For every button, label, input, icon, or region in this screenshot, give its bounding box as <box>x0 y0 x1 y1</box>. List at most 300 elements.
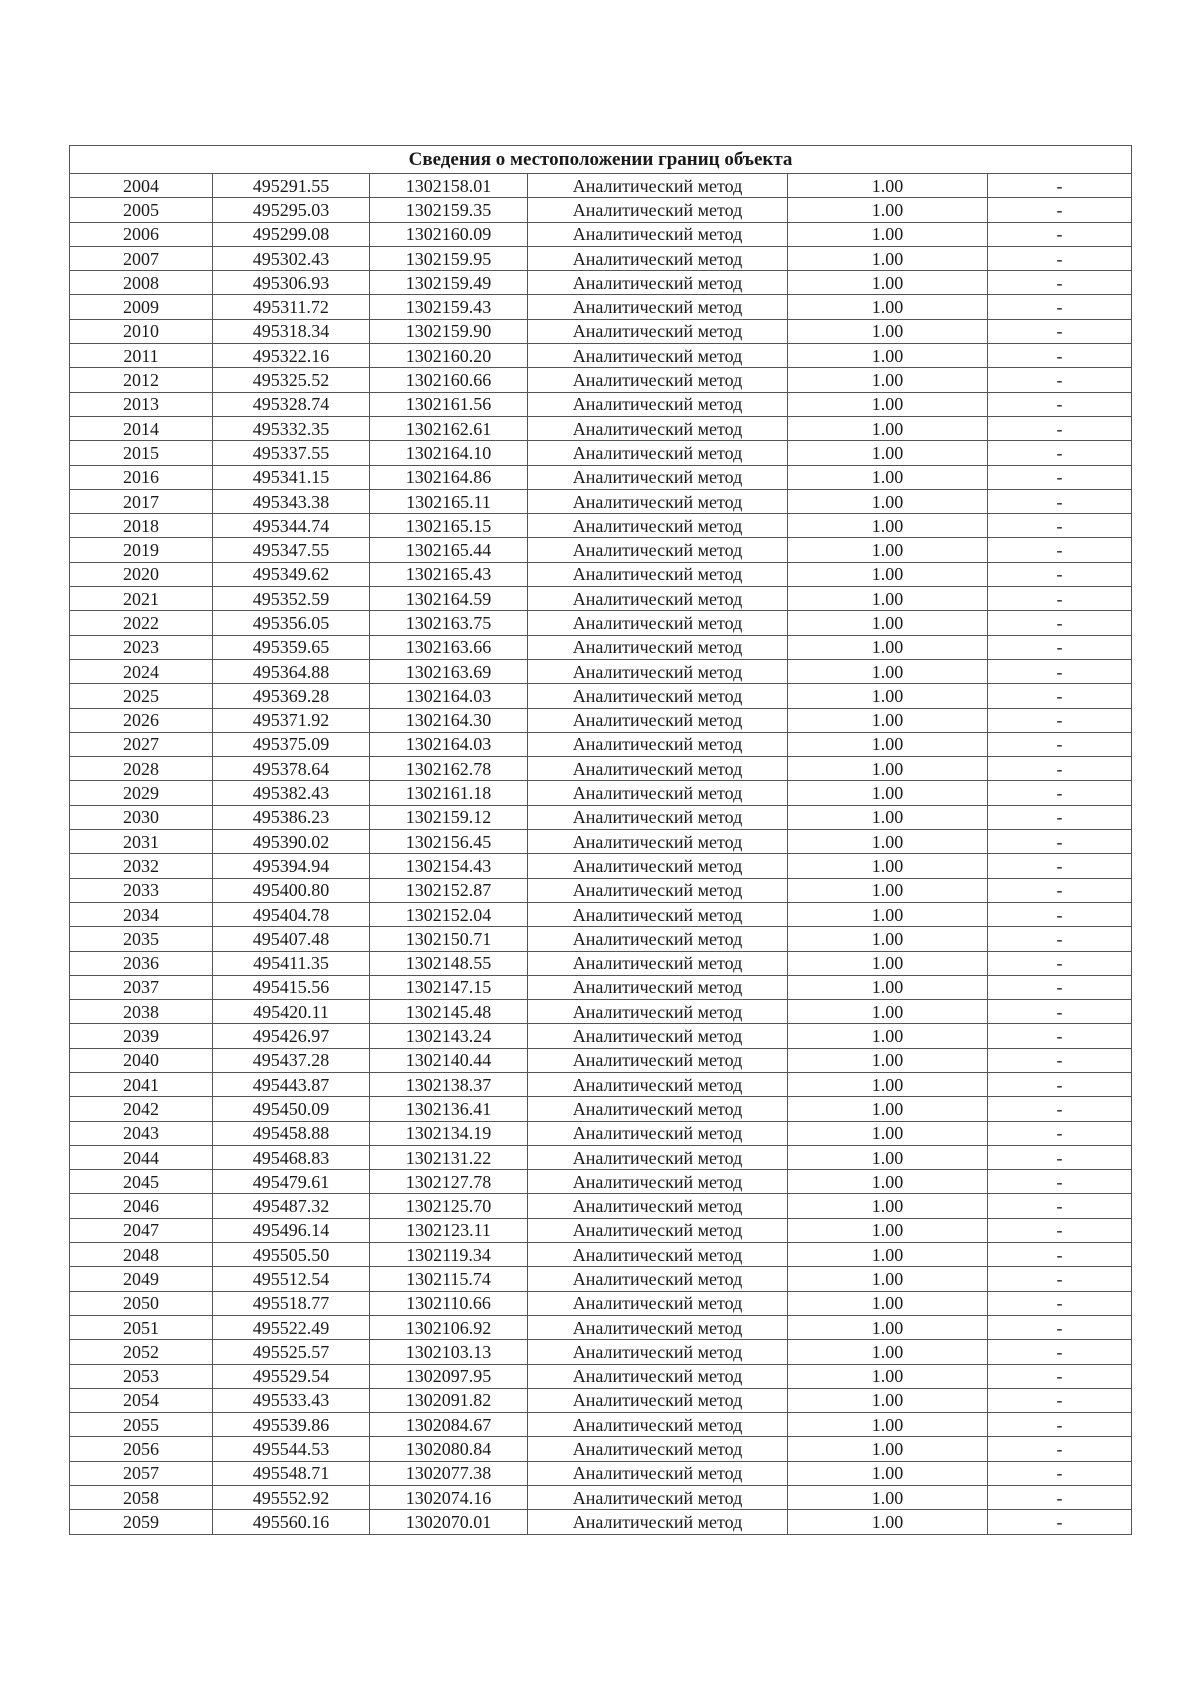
accuracy-cell: 1.00 <box>788 878 988 902</box>
description-cell: - <box>988 368 1132 392</box>
table-row <box>70 514 1132 538</box>
boundary-coordinates-table <box>69 145 1132 1535</box>
accuracy-cell: 1.00 <box>788 805 988 829</box>
x-coordinate-cell: 495407.48 <box>213 927 370 951</box>
x-coordinate-cell: 495318.34 <box>213 319 370 343</box>
x-coordinate-cell: 495411.35 <box>213 951 370 975</box>
x-coordinate-cell: 495349.62 <box>213 562 370 586</box>
method-cell: Аналитический метод <box>528 1243 788 1267</box>
x-coordinate-cell: 495548.71 <box>213 1461 370 1485</box>
x-coordinate-cell: 495378.64 <box>213 757 370 781</box>
x-coordinate-cell: 495302.43 <box>213 246 370 270</box>
method-cell: Аналитический метод <box>528 1437 788 1461</box>
table-row <box>70 1000 1132 1024</box>
method-cell: Аналитический метод <box>528 830 788 854</box>
table-row <box>70 416 1132 440</box>
description-cell: - <box>988 684 1132 708</box>
method-cell: Аналитический метод <box>528 1024 788 1048</box>
x-coordinate-cell: 495415.56 <box>213 975 370 999</box>
x-coordinate-cell: 495352.59 <box>213 587 370 611</box>
description-cell: - <box>988 344 1132 368</box>
method-cell: Аналитический метод <box>528 198 788 222</box>
x-coordinate-cell: 495518.77 <box>213 1291 370 1315</box>
accuracy-cell: 1.00 <box>788 1170 988 1194</box>
description-cell: - <box>988 902 1132 926</box>
method-cell: Аналитический метод <box>528 1486 788 1510</box>
method-cell: Аналитический метод <box>528 1218 788 1242</box>
y-coordinate-cell: 1302159.95 <box>370 246 528 270</box>
method-cell: Аналитический метод <box>528 1510 788 1534</box>
point-number-cell: 2007 <box>70 246 213 270</box>
description-cell: - <box>988 611 1132 635</box>
accuracy-cell: 1.00 <box>788 1267 988 1291</box>
point-number-cell: 2028 <box>70 757 213 781</box>
point-number-cell: 2031 <box>70 830 213 854</box>
description-cell: - <box>988 1072 1132 1096</box>
description-cell: - <box>988 514 1132 538</box>
x-coordinate-cell: 495443.87 <box>213 1072 370 1096</box>
point-number-cell: 2006 <box>70 222 213 246</box>
y-coordinate-cell: 1302140.44 <box>370 1048 528 1072</box>
x-coordinate-cell: 495420.11 <box>213 1000 370 1024</box>
method-cell: Аналитический метод <box>528 368 788 392</box>
point-number-cell: 2042 <box>70 1097 213 1121</box>
table-row <box>70 368 1132 392</box>
method-cell: Аналитический метод <box>528 489 788 513</box>
table-row <box>70 1388 1132 1412</box>
accuracy-cell: 1.00 <box>788 1145 988 1169</box>
method-cell: Аналитический метод <box>528 1121 788 1145</box>
x-coordinate-cell: 495364.88 <box>213 659 370 683</box>
point-number-cell: 2008 <box>70 271 213 295</box>
point-number-cell: 2016 <box>70 465 213 489</box>
accuracy-cell: 1.00 <box>788 1340 988 1364</box>
method-cell: Аналитический метод <box>528 732 788 756</box>
table-row <box>70 635 1132 659</box>
x-coordinate-cell: 495386.23 <box>213 805 370 829</box>
table-row <box>70 902 1132 926</box>
accuracy-cell: 1.00 <box>788 271 988 295</box>
point-number-cell: 2056 <box>70 1437 213 1461</box>
accuracy-cell: 1.00 <box>788 465 988 489</box>
method-cell: Аналитический метод <box>528 1267 788 1291</box>
point-number-cell: 2029 <box>70 781 213 805</box>
point-number-cell: 2015 <box>70 441 213 465</box>
table-row <box>70 1267 1132 1291</box>
x-coordinate-cell: 495505.50 <box>213 1243 370 1267</box>
accuracy-cell: 1.00 <box>788 344 988 368</box>
y-coordinate-cell: 1302165.44 <box>370 538 528 562</box>
description-cell: - <box>988 708 1132 732</box>
table-row <box>70 781 1132 805</box>
table-row <box>70 1097 1132 1121</box>
method-cell: Аналитический метод <box>528 878 788 902</box>
table-row <box>70 246 1132 270</box>
y-coordinate-cell: 1302115.74 <box>370 1267 528 1291</box>
method-cell: Аналитический метод <box>528 902 788 926</box>
description-cell: - <box>988 1413 1132 1437</box>
table-row <box>70 222 1132 246</box>
x-coordinate-cell: 495343.38 <box>213 489 370 513</box>
method-cell: Аналитический метод <box>528 295 788 319</box>
y-coordinate-cell: 1302158.01 <box>370 174 528 198</box>
accuracy-cell: 1.00 <box>788 635 988 659</box>
x-coordinate-cell: 495533.43 <box>213 1388 370 1412</box>
method-cell: Аналитический метод <box>528 975 788 999</box>
point-number-cell: 2047 <box>70 1218 213 1242</box>
point-number-cell: 2022 <box>70 611 213 635</box>
y-coordinate-cell: 1302123.11 <box>370 1218 528 1242</box>
method-cell: Аналитический метод <box>528 927 788 951</box>
point-number-cell: 2034 <box>70 902 213 926</box>
table-row <box>70 659 1132 683</box>
table-row <box>70 1243 1132 1267</box>
y-coordinate-cell: 1302080.84 <box>370 1437 528 1461</box>
accuracy-cell: 1.00 <box>788 319 988 343</box>
x-coordinate-cell: 495322.16 <box>213 344 370 368</box>
description-cell: - <box>988 1291 1132 1315</box>
point-number-cell: 2030 <box>70 805 213 829</box>
method-cell: Аналитический метод <box>528 1072 788 1096</box>
accuracy-cell: 1.00 <box>788 1000 988 1024</box>
method-cell: Аналитический метод <box>528 1461 788 1485</box>
table-row <box>70 878 1132 902</box>
table-title: Сведения о местоположении границ объекта <box>70 146 1132 174</box>
accuracy-cell: 1.00 <box>788 587 988 611</box>
point-number-cell: 2058 <box>70 1486 213 1510</box>
description-cell: - <box>988 781 1132 805</box>
description-cell: - <box>988 465 1132 489</box>
y-coordinate-cell: 1302163.66 <box>370 635 528 659</box>
point-number-cell: 2021 <box>70 587 213 611</box>
x-coordinate-cell: 495496.14 <box>213 1218 370 1242</box>
point-number-cell: 2010 <box>70 319 213 343</box>
description-cell: - <box>988 295 1132 319</box>
y-coordinate-cell: 1302070.01 <box>370 1510 528 1534</box>
y-coordinate-cell: 1302164.30 <box>370 708 528 732</box>
description-cell: - <box>988 416 1132 440</box>
method-cell: Аналитический метод <box>528 392 788 416</box>
document-page <box>69 145 1131 1535</box>
point-number-cell: 2027 <box>70 732 213 756</box>
description-cell: - <box>988 319 1132 343</box>
accuracy-cell: 1.00 <box>788 927 988 951</box>
x-coordinate-cell: 495306.93 <box>213 271 370 295</box>
point-number-cell: 2024 <box>70 659 213 683</box>
description-cell: - <box>988 1486 1132 1510</box>
point-number-cell: 2038 <box>70 1000 213 1024</box>
description-cell: - <box>988 1461 1132 1485</box>
description-cell: - <box>988 1243 1132 1267</box>
accuracy-cell: 1.00 <box>788 489 988 513</box>
description-cell: - <box>988 1315 1132 1339</box>
point-number-cell: 2057 <box>70 1461 213 1485</box>
description-cell: - <box>988 538 1132 562</box>
description-cell: - <box>988 587 1132 611</box>
description-cell: - <box>988 659 1132 683</box>
y-coordinate-cell: 1302164.03 <box>370 732 528 756</box>
y-coordinate-cell: 1302160.20 <box>370 344 528 368</box>
accuracy-cell: 1.00 <box>788 659 988 683</box>
table-row <box>70 1510 1132 1534</box>
accuracy-cell: 1.00 <box>788 538 988 562</box>
description-cell: - <box>988 1194 1132 1218</box>
description-cell: - <box>988 1170 1132 1194</box>
point-number-cell: 2013 <box>70 392 213 416</box>
table-row <box>70 344 1132 368</box>
method-cell: Аналитический метод <box>528 611 788 635</box>
method-cell: Аналитический метод <box>528 271 788 295</box>
y-coordinate-cell: 1302154.43 <box>370 854 528 878</box>
accuracy-cell: 1.00 <box>788 1243 988 1267</box>
accuracy-cell: 1.00 <box>788 295 988 319</box>
description-cell: - <box>988 1510 1132 1534</box>
accuracy-cell: 1.00 <box>788 1072 988 1096</box>
method-cell: Аналитический метод <box>528 319 788 343</box>
x-coordinate-cell: 495369.28 <box>213 684 370 708</box>
method-cell: Аналитический метод <box>528 344 788 368</box>
y-coordinate-cell: 1302165.15 <box>370 514 528 538</box>
x-coordinate-cell: 495299.08 <box>213 222 370 246</box>
accuracy-cell: 1.00 <box>788 246 988 270</box>
point-number-cell: 2004 <box>70 174 213 198</box>
accuracy-cell: 1.00 <box>788 174 988 198</box>
accuracy-cell: 1.00 <box>788 1024 988 1048</box>
x-coordinate-cell: 495356.05 <box>213 611 370 635</box>
description-cell: - <box>988 1340 1132 1364</box>
x-coordinate-cell: 495487.32 <box>213 1194 370 1218</box>
table-row <box>70 538 1132 562</box>
y-coordinate-cell: 1302091.82 <box>370 1388 528 1412</box>
table-row <box>70 1121 1132 1145</box>
y-coordinate-cell: 1302164.86 <box>370 465 528 489</box>
y-coordinate-cell: 1302152.87 <box>370 878 528 902</box>
description-cell: - <box>988 271 1132 295</box>
accuracy-cell: 1.00 <box>788 1121 988 1145</box>
table-row <box>70 319 1132 343</box>
point-number-cell: 2019 <box>70 538 213 562</box>
description-cell: - <box>988 951 1132 975</box>
y-coordinate-cell: 1302165.11 <box>370 489 528 513</box>
x-coordinate-cell: 495400.80 <box>213 878 370 902</box>
point-number-cell: 2025 <box>70 684 213 708</box>
point-number-cell: 2044 <box>70 1145 213 1169</box>
y-coordinate-cell: 1302077.38 <box>370 1461 528 1485</box>
point-number-cell: 2036 <box>70 951 213 975</box>
accuracy-cell: 1.00 <box>788 684 988 708</box>
description-cell: - <box>988 174 1132 198</box>
y-coordinate-cell: 1302106.92 <box>370 1315 528 1339</box>
description-cell: - <box>988 198 1132 222</box>
x-coordinate-cell: 495426.97 <box>213 1024 370 1048</box>
description-cell: - <box>988 927 1132 951</box>
x-coordinate-cell: 495325.52 <box>213 368 370 392</box>
y-coordinate-cell: 1302160.09 <box>370 222 528 246</box>
table-row <box>70 611 1132 635</box>
method-cell: Аналитический метод <box>528 1194 788 1218</box>
y-coordinate-cell: 1302160.66 <box>370 368 528 392</box>
point-number-cell: 2023 <box>70 635 213 659</box>
y-coordinate-cell: 1302161.18 <box>370 781 528 805</box>
x-coordinate-cell: 495529.54 <box>213 1364 370 1388</box>
description-cell: - <box>988 635 1132 659</box>
x-coordinate-cell: 495332.35 <box>213 416 370 440</box>
y-coordinate-cell: 1302163.69 <box>370 659 528 683</box>
accuracy-cell: 1.00 <box>788 951 988 975</box>
y-coordinate-cell: 1302159.49 <box>370 271 528 295</box>
point-number-cell: 2053 <box>70 1364 213 1388</box>
method-cell: Аналитический метод <box>528 1291 788 1315</box>
point-number-cell: 2012 <box>70 368 213 392</box>
description-cell: - <box>988 805 1132 829</box>
method-cell: Аналитический метод <box>528 659 788 683</box>
table-row <box>70 1315 1132 1339</box>
table-row <box>70 1364 1132 1388</box>
method-cell: Аналитический метод <box>528 1048 788 1072</box>
description-cell: - <box>988 1267 1132 1291</box>
point-number-cell: 2049 <box>70 1267 213 1291</box>
y-coordinate-cell: 1302159.43 <box>370 295 528 319</box>
accuracy-cell: 1.00 <box>788 1291 988 1315</box>
description-cell: - <box>988 1145 1132 1169</box>
accuracy-cell: 1.00 <box>788 1315 988 1339</box>
x-coordinate-cell: 495552.92 <box>213 1486 370 1510</box>
accuracy-cell: 1.00 <box>788 830 988 854</box>
x-coordinate-cell: 495458.88 <box>213 1121 370 1145</box>
point-number-cell: 2011 <box>70 344 213 368</box>
x-coordinate-cell: 495560.16 <box>213 1510 370 1534</box>
accuracy-cell: 1.00 <box>788 392 988 416</box>
table-row <box>70 1170 1132 1194</box>
point-number-cell: 2037 <box>70 975 213 999</box>
accuracy-cell: 1.00 <box>788 611 988 635</box>
method-cell: Аналитический метод <box>528 708 788 732</box>
accuracy-cell: 1.00 <box>788 1048 988 1072</box>
table-row <box>70 174 1132 198</box>
point-number-cell: 2052 <box>70 1340 213 1364</box>
accuracy-cell: 1.00 <box>788 781 988 805</box>
method-cell: Аналитический метод <box>528 246 788 270</box>
accuracy-cell: 1.00 <box>788 1194 988 1218</box>
y-coordinate-cell: 1302103.13 <box>370 1340 528 1364</box>
table-row <box>70 805 1132 829</box>
accuracy-cell: 1.00 <box>788 1486 988 1510</box>
point-number-cell: 2054 <box>70 1388 213 1412</box>
y-coordinate-cell: 1302161.56 <box>370 392 528 416</box>
method-cell: Аналитический метод <box>528 757 788 781</box>
table-row <box>70 951 1132 975</box>
x-coordinate-cell: 495341.15 <box>213 465 370 489</box>
x-coordinate-cell: 495525.57 <box>213 1340 370 1364</box>
description-cell: - <box>988 830 1132 854</box>
table-row <box>70 271 1132 295</box>
y-coordinate-cell: 1302164.10 <box>370 441 528 465</box>
description-cell: - <box>988 975 1132 999</box>
point-number-cell: 2043 <box>70 1121 213 1145</box>
x-coordinate-cell: 495450.09 <box>213 1097 370 1121</box>
y-coordinate-cell: 1302164.59 <box>370 587 528 611</box>
accuracy-cell: 1.00 <box>788 1097 988 1121</box>
accuracy-cell: 1.00 <box>788 732 988 756</box>
accuracy-cell: 1.00 <box>788 368 988 392</box>
x-coordinate-cell: 495337.55 <box>213 441 370 465</box>
description-cell: - <box>988 878 1132 902</box>
method-cell: Аналитический метод <box>528 441 788 465</box>
x-coordinate-cell: 495347.55 <box>213 538 370 562</box>
point-number-cell: 2051 <box>70 1315 213 1339</box>
y-coordinate-cell: 1302097.95 <box>370 1364 528 1388</box>
x-coordinate-cell: 495394.94 <box>213 854 370 878</box>
y-coordinate-cell: 1302119.34 <box>370 1243 528 1267</box>
description-cell: - <box>988 732 1132 756</box>
accuracy-cell: 1.00 <box>788 1364 988 1388</box>
description-cell: - <box>988 222 1132 246</box>
method-cell: Аналитический метод <box>528 1340 788 1364</box>
x-coordinate-cell: 495382.43 <box>213 781 370 805</box>
y-coordinate-cell: 1302125.70 <box>370 1194 528 1218</box>
x-coordinate-cell: 495437.28 <box>213 1048 370 1072</box>
method-cell: Аналитический метод <box>528 951 788 975</box>
table-row <box>70 392 1132 416</box>
x-coordinate-cell: 495295.03 <box>213 198 370 222</box>
y-coordinate-cell: 1302074.16 <box>370 1486 528 1510</box>
method-cell: Аналитический метод <box>528 805 788 829</box>
method-cell: Аналитический метод <box>528 1097 788 1121</box>
x-coordinate-cell: 495344.74 <box>213 514 370 538</box>
x-coordinate-cell: 495468.83 <box>213 1145 370 1169</box>
method-cell: Аналитический метод <box>528 1170 788 1194</box>
point-number-cell: 2041 <box>70 1072 213 1096</box>
table-row <box>70 732 1132 756</box>
x-coordinate-cell: 495512.54 <box>213 1267 370 1291</box>
y-coordinate-cell: 1302150.71 <box>370 927 528 951</box>
y-coordinate-cell: 1302145.48 <box>370 1000 528 1024</box>
accuracy-cell: 1.00 <box>788 902 988 926</box>
method-cell: Аналитический метод <box>528 781 788 805</box>
table-row <box>70 1461 1132 1485</box>
point-number-cell: 2026 <box>70 708 213 732</box>
method-cell: Аналитический метод <box>528 587 788 611</box>
y-coordinate-cell: 1302163.75 <box>370 611 528 635</box>
point-number-cell: 2040 <box>70 1048 213 1072</box>
y-coordinate-cell: 1302110.66 <box>370 1291 528 1315</box>
description-cell: - <box>988 1024 1132 1048</box>
table-row <box>70 295 1132 319</box>
table-row <box>70 562 1132 586</box>
table-row <box>70 587 1132 611</box>
method-cell: Аналитический метод <box>528 514 788 538</box>
point-number-cell: 2009 <box>70 295 213 319</box>
x-coordinate-cell: 495522.49 <box>213 1315 370 1339</box>
method-cell: Аналитический метод <box>528 538 788 562</box>
description-cell: - <box>988 441 1132 465</box>
table-body <box>70 174 1132 1535</box>
method-cell: Аналитический метод <box>528 1315 788 1339</box>
y-coordinate-cell: 1302159.12 <box>370 805 528 829</box>
description-cell: - <box>988 1364 1132 1388</box>
x-coordinate-cell: 495375.09 <box>213 732 370 756</box>
method-cell: Аналитический метод <box>528 1388 788 1412</box>
accuracy-cell: 1.00 <box>788 757 988 781</box>
table-row <box>70 1437 1132 1461</box>
x-coordinate-cell: 495291.55 <box>213 174 370 198</box>
description-cell: - <box>988 489 1132 513</box>
description-cell: - <box>988 562 1132 586</box>
table-row <box>70 465 1132 489</box>
x-coordinate-cell: 495539.86 <box>213 1413 370 1437</box>
description-cell: - <box>988 1000 1132 1024</box>
point-number-cell: 2045 <box>70 1170 213 1194</box>
